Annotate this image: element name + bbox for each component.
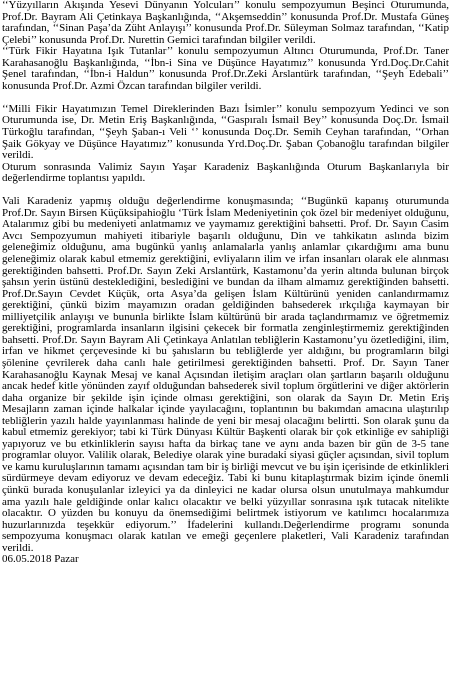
- paragraph-fifth-session: ‘‘Yüzyılların Akışında Yesevi Dünyanın Yolcuları’’ konulu sempozyumun Beşinci Oturumunda, Prof.Dr. Bayram Ali Çetinkaya Başkanlığında, ‘‘Akşemseddin’’ konusunda Prof.Dr. Mustafa Güneş tarafından, ‘‘Sinan Paşa’da Züht Anlayışı’’ konusunda Prof.Dr. Süleyman Solmaz tarafından, ‘‘Katip Çelebi’’ konusunda Prof.Dr. Nurettin Gemici tarafından bilgiler verildi.: [2, 0, 449, 46]
- paragraph-evaluation-meeting: Oturum sonrasında Valimiz Sayın Yaşar Karadeniz Başkanlığında Oturum Başkanlarıyla bir değerlendirme toplantısı yapıldı.: [2, 160, 449, 185]
- paragraph-sixth-session: ‘‘Türk Fikir Hayatına Işık Tutanlar’’ konulu sempozyumun Altıncı Oturumunda, Prof.Dr. Taner Karahasanoğlu Başkanlığında, ‘‘İbn-i Sina ve Düşünce Hayatımız’’ konusunda Yrd.Doç.Dr.Cahit Şenel tarafından, ‘‘İbn-i Haldun’’ konusunda Prof.Dr.Zeki Arslantürk tarafından, ‘‘Şeyh Edebali’’ konusunda Prof.Dr. Azmi Özcan tarafından bilgiler verildi.: [2, 45, 449, 92]
- paragraph-seventh-session: ‘‘Milli Fikir Hayatımızın Temel Direklerinden Bazı İsimler’’ konulu sempozyum Yedinci ve son Oturumunda ise, Dr. Metin Eriş Başkanlığında, ‘‘Gaspıralı İsmail Bey’’ konusunda Doç.Dr. İsmail Türkoğlu tarafından, ‘‘Şeyh Şaban-ı Veli ‘’ konusunda Doç.Dr. Semih Ceyhan tarafından, ‘‘Orhan Şaik Gökyay ve Düşünce Hayatımız’’ konusunda Yrd.Doç.Dr. Şaban Çobanoğlu tarafından bilgiler verildi.: [2, 102, 449, 162]
- article-date: 06.05.2018 Pazar: [2, 553, 79, 566]
- paragraph-governor-speech: Vali Karadeniz yapmış olduğu değerlendirme konuşmasında; ‘‘Bugünkü kapanış oturumunda Prof.Dr. Sayın Birsen Küçüksipahioğlu ‘Türk İslam Medeniyetinin çok özel bir medeniyet olduğunu, Atalarımız gibi bu medeniyeti anlatmamız ve yaymamız gerektiğini bahsetti. Prof. Dr. Sayın Casim Avcı Sempozyumun mahiyeti itibariyle başarılı olduğunu, Din ve tahkikatın aslında bizim geleneğimiz olduğunu, ama bugünkü yanlış anlamalarla yanlış anlamlar çıkardığımı ama bunu geleneğimiz olarak kabul etmemiz gerektiğini, evliyaların ilim ve irfan insanları olarak ele alınması gerektiğinden bahsetti. Prof.Dr. Sayın Zeki Arslantürk, Kastamonu’da yerin altında bulunan birçok şahsın yerin üstünü desteklediğini, beslediğini ve bundan da ilham almamız gerektiğinden bahsetti. Prof.Dr.Sayın Cevdet Küçük, orta Asya’da gelişen İslam Kültürünü yeniden canlandırmamız gerektiğini, çünkü bizim mayamızın oradan geldiğinden bahsederek ırkçılığa kaymayan bir milliyetçilik anlayışı ve bununla birlikte İslam kültürünü bir arada taçlandırmamız ve öğretmemiz gerektiğini, programlarda insanların ilgisini çekecek bir formatla zenginleştirmemiz gerektiğinden bahsetti. Prof.Dr. Sayın Bayram Ali Çetinkaya Anlatılan tebliğlerin Kastamonu’yu özetlediğini, ilim, irfan ve hikmet çerçevesinde ki bu şahısların bu tebliğlerde yer aldığını, bu programların bilgi şölenine çevrilerek daha canlı hale getirilmesi gerektiğinden bahsetti. Prof. Dr. Sayın Taner Karahasanoğlu Kaynak Mesaj ve kanal Açısından iletişim araçları olan şartların başarılı olduğunu ancak hedef kitle yönünden zayıf olduğundan bahsederek sivil toplum örgütlerini ve diğer aktörlerin daha organize bir şekilde işin içinde olması gerektiğini, son olarak da Sayın Dr. Metin Eriş Mesajların zaman içinde halkalar içinde yayılacağını, toplantının bu bakımdan amacına ulaştırılıp tebliğlerin yazılı halde yayınlanması halinde de yeni bir mesaj olacağını belirtti. Son olarak şunu da kabul etmemiz gerekiyor; tabi ki Türk Dünyası Kültür Başkenti olarak bir çok etkinliğe ev sahipliği yapıyoruz ve bu etkinliklerin sayısı hafta da birkaç tane ve aynı anda bazen bir gün de 3-5 tane programlar oluyor. Valilik olarak, Belediye olarak yine buradaki siyasi güçler açısından, sivil toplum ve kamu kuruluşlarının tamamı açısından tam bir iş birliği mevcut ve bu işin içerisinde de etkinlikleri sürdürmeye devam ediyoruz ve devam edeceğiz. Tabi ki bunu kitaplaştırmak bizim içinde önemli çünkü burada konuşulanlar izleyici ya da dinleyici ne kadar olursa olsun unutulmaya mahkumdur ama yazılı hale geldiğinde onlar kalıcı olacaktır ve belki yüzyıllar sonrasına ışık tutacak nitelikte olacaktır. O yüzden bu konuyu da önemsediğimi belirtmek istiyorum ve katılımcı hocalarımıza huzurlarınızda teşekkür ediyorum.’’ İfadelerini kullandı.Değerlendirme programı sonunda sempozyuma konuşmacı olarak katılan ve emeği geçenlere plaketleri, Vali Karadeniz tarafından verildi.: [2, 195, 449, 554]
